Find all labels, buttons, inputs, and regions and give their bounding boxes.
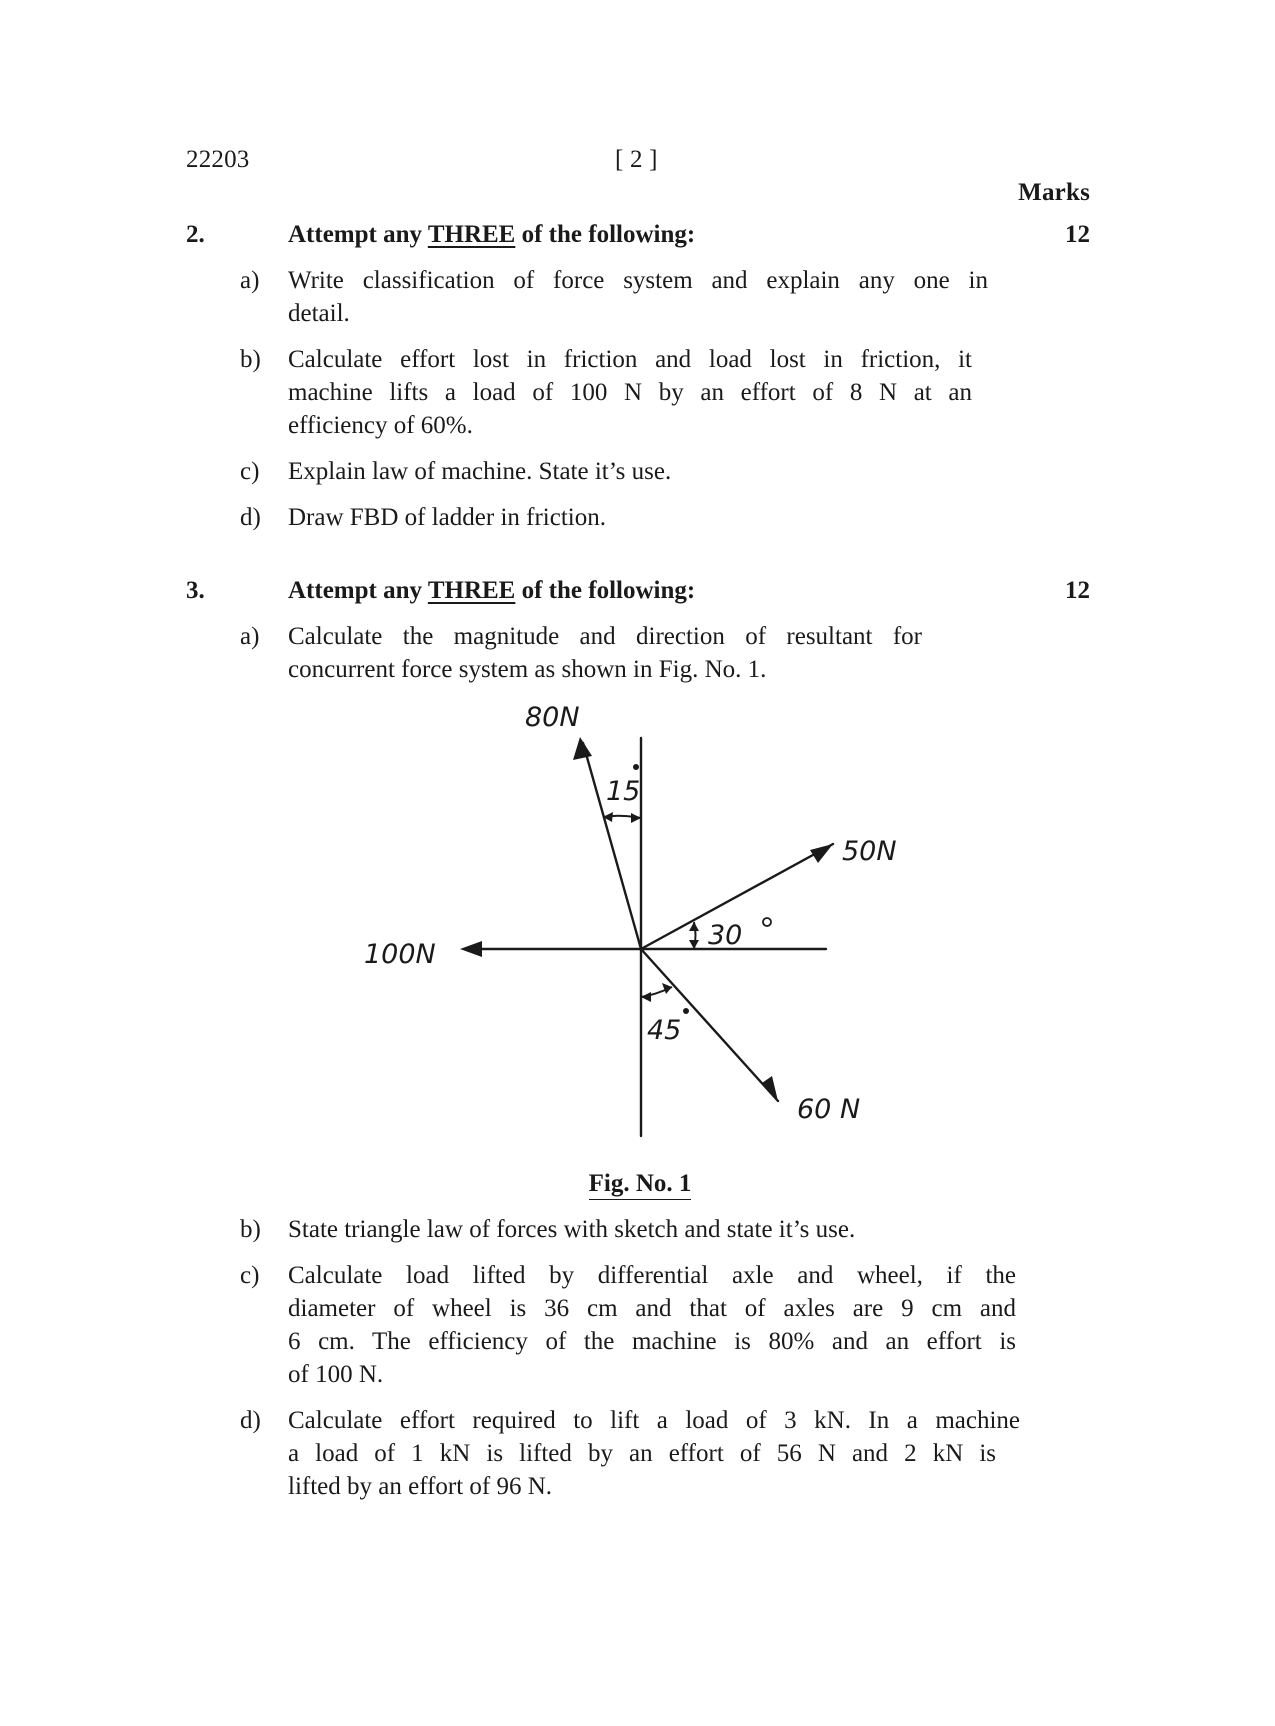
question-marks: 12 [1065,221,1090,248]
arc-tick-45a [641,992,651,1002]
question-instruction: Attempt any THREE of the following: [288,577,696,604]
label-angle-15: 15 [606,776,641,807]
force-line-80n [583,743,641,949]
item-label: b) [240,1216,261,1243]
arc-tick-15b [631,813,641,823]
question-marks: 12 [1065,577,1090,604]
item-text: Explain law of machine. State it’s use. [288,458,672,485]
question-number: 2. [186,221,205,248]
question-number: 3. [186,577,205,604]
item-text: Draw FBD of ladder in friction. [288,504,606,531]
item-label: b) [240,346,261,373]
degree-dot-15 [633,764,639,770]
instruction-keyword: THREE [427,577,516,604]
item-label: a) [240,623,260,650]
item-text: Write classification of force system and explain any one in detail. [288,267,988,327]
label-angle-30: 30 [708,920,743,951]
figure-caption: Fig. No. 1 [560,1167,720,1200]
item-text: Calculate the magnitude and direction of resultant for concurrent force system as shown in Fig. No. 1. [288,623,922,683]
arc-tick-30b [689,922,699,931]
paper-code: 22203 [186,146,250,173]
arrowhead-100n [460,941,482,957]
item-label: c) [240,1262,260,1289]
degree-symbol-30 [763,918,771,926]
item-label: c) [240,458,260,485]
label-50n: 50N [842,836,897,867]
instruction-keyword: THREE [427,221,516,248]
item-text: Calculate effort lost in friction and load lost in friction, it machine lifts a load of 100 N by an effort of 8 N at an efficiency of 60%. [288,346,972,439]
label-angle-45: 45 [647,1015,682,1046]
arrowhead-80n [573,737,592,760]
question-instruction: Attempt any THREE of the following: [288,221,696,248]
arrowhead-60n [762,1076,778,1101]
item-label: d) [240,504,261,531]
page-number: [ 2 ] [615,146,658,173]
arc-tick-45b [662,983,672,994]
arrowhead-50n [810,844,833,863]
label-80n: 80N [525,702,580,733]
label-60n: 60 N [797,1094,861,1125]
item-text: Calculate load lifted by differential axle and wheel, if the diameter of wheel is 36 cm and that of axles are 9 cm and 6 cm. The efficiency of the machine is 80% and an effort is of 100 N. [288,1262,1016,1388]
item-label: a) [240,267,260,294]
item-text: Calculate effort required to lift a load of 3 kN. In a machine a load of 1 kN is lifted by an effort of 56 N and 2 kN is lifted by an effort of 96 N. [288,1407,1020,1500]
label-100n: 100N [364,939,436,970]
item-label: d) [240,1407,261,1434]
item-text: State triangle law of forces with sketch and state it’s use. [288,1216,856,1243]
degree-dot-45 [683,1008,689,1014]
arc-tick-30a [689,940,699,949]
marks-heading: Marks [1018,179,1090,206]
